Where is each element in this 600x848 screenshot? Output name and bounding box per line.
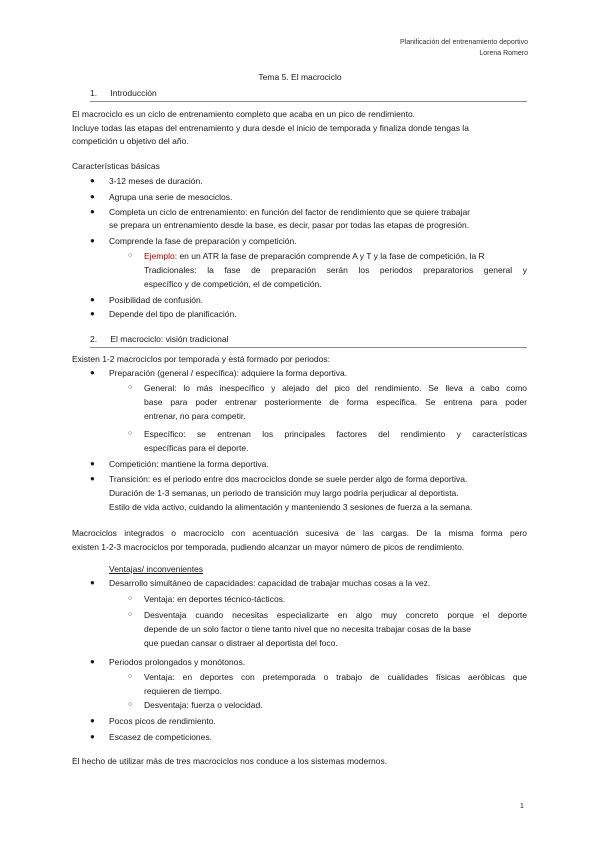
header-course: Planificación del entrenamiento deportivo (399, 39, 528, 46)
sub-item-cont: específico y de competición, el de competición. (144, 279, 322, 289)
circle-glyph: ○ (128, 595, 133, 602)
bullet-glyph: ● (90, 295, 95, 304)
sub-item-cont: base para poder entrenar posteriormente de forma específica. Se entrena para poder (144, 397, 527, 407)
document-title: Tema 5. El macrociclo (258, 72, 342, 82)
list-item-cont: se prepara un entrenamiento desde la base, es decir, pasar por todas las etapas de progresión. (109, 220, 470, 230)
list-item: Preparación (general / específica): adquiere la forma deportiva. (109, 368, 348, 378)
bullet-glyph: ● (90, 716, 95, 725)
section-1-heading (90, 88, 157, 98)
sub-item-cont: depende de un solo factor o tiene tanto nivel que no necesita trabajar cosas de la base (144, 624, 472, 634)
sub-item-cont: específicas para el deporte. (144, 443, 249, 453)
sub-item: Desventaja cuando necesitas especializarte en algo muy concreto porque el deporte (144, 610, 527, 620)
section-2-heading (90, 334, 228, 344)
list-item: Competición: mantiene la forma deportiva. (109, 459, 269, 469)
sub-item: Ventaja: en deportes con pretemporada o trabajo de cualidades físicas aeróbicas que (144, 672, 527, 682)
list-item: Periodos prolongados y monótonos. (109, 657, 246, 667)
example-label: Ejemplo (144, 251, 175, 261)
intro-paragraph-1: El macrociclo es un ciclo de entrenamiento completo que acaba en un pico de rendimiento. (72, 109, 416, 119)
integrated-paragraph-b: existen 1-2-3 macrociclos por temporada, pudiendo alcanzar un mayor número de picos de rendimiento. (72, 542, 465, 552)
list-item: Agrupa una serie de mesociclos. (109, 192, 233, 202)
bullet-glyph: ● (90, 309, 95, 318)
example-text: : en un ATR la fase de preparación comprende A y T y la fase de competición, la R (174, 251, 485, 261)
closing-paragraph: El hecho de utilizar más de tres macrociclos nos conduce a los sistemas modernos. (72, 756, 388, 766)
running-header (400, 37, 528, 59)
circle-glyph: ○ (128, 673, 133, 680)
sub-item-cont: requieren de tiempo. (144, 686, 222, 696)
list-item: Completa un ciclo de entrenamiento: en función del factor de rendimiento que se quiere trabajar (109, 207, 470, 217)
list-item: Depende del tipo de planificación. (109, 309, 237, 319)
sub-item-cont: entrenar, no para competir. (144, 411, 246, 421)
list-item: Transición: es el periodo entre dos macrociclos donde se suele perder algo de forma deportiva. (109, 474, 468, 484)
circle-glyph: ○ (128, 252, 133, 259)
page-number: 1 (520, 803, 524, 810)
bullet-glyph: ● (90, 368, 95, 377)
list-item: 3-12 meses de duración. (109, 176, 203, 186)
sub-item: Desventaja: fuerza o velocidad. (144, 700, 263, 710)
list-item: Pocos picos de rendimiento. (109, 716, 216, 726)
list-item-cont: Duración de 1-3 semanas, un periodo de transición muy largo podría perjudicar al deportista. (109, 488, 459, 498)
circle-glyph: ○ (128, 430, 133, 437)
circle-glyph: ○ (128, 701, 133, 708)
section-2-title: El macrociclo: visión tradicional (110, 334, 229, 344)
bullet-glyph: ● (90, 176, 95, 185)
sub-item-ejemplo (144, 250, 485, 262)
intro-paragraph-2b: competición u objetivo del año. (72, 136, 189, 146)
sub-item-cont: Tradicionales: la fase de preparación serán los periodos preparatorios general y (144, 265, 527, 275)
section-1-number: 1. (90, 88, 98, 98)
circle-glyph: ○ (128, 611, 133, 618)
section-1-rule (90, 101, 527, 102)
integrated-paragraph-a: Macrociclos integrados o macrociclo con acentuación sucesiva de las cargas. De la misma forma pero (72, 528, 527, 538)
bullet-glyph: ● (90, 207, 95, 216)
bullet-glyph: ● (90, 236, 95, 245)
bullet-glyph: ● (90, 192, 95, 201)
sub-item: Específico: se entrenan los principales factores del rendimiento y características (144, 429, 527, 439)
header-author: Lorena Romero (479, 50, 528, 57)
intro-paragraph-2a: Incluye todas las etapas del entrenamiento y dura desde el inicio de temporada y finaliza donde tengas la (72, 123, 469, 133)
section-1-title: Introducción (110, 88, 157, 98)
bullet-glyph: ● (90, 657, 95, 666)
sub-item-cont: que puedan cansar o distraer al deportista del foco. (144, 638, 338, 648)
sub-item: General: lo más inespecífico y alejado del pico del rendimiento. Se lleva a cabo como (144, 383, 527, 393)
bullet-glyph: ● (90, 732, 95, 741)
bullet-glyph: ● (90, 578, 95, 587)
sub-item: Ventaja: en deportes técnico-tácticos. (144, 594, 286, 604)
list-item: Comprende la fase de preparación y competición. (109, 236, 297, 246)
list-item: Desarrollo simultáneo de capacidades: capacidad de trabajar muchas cosas a la vez. (109, 578, 431, 588)
list-item: Escasez de competiciones. (109, 732, 212, 742)
bullet-glyph: ● (90, 474, 95, 483)
circle-glyph: ○ (128, 384, 133, 391)
section-2-rule (90, 347, 527, 348)
pros-cons-heading: Ventajas/ inconvenientes (109, 564, 204, 574)
section-2-intro: Existen 1-2 macrociclos por temporada y está formado por periodos: (72, 354, 330, 364)
chars-heading: Características básicas (72, 161, 160, 171)
bullet-glyph: ● (90, 459, 95, 468)
list-item-cont: Estilo de vida activo, cuidando la alimentación y manteniendo 3 sesiones de fuerza a la semana. (109, 502, 473, 512)
list-item: Posibilidad de confusión. (109, 295, 204, 305)
section-2-number: 2. (90, 334, 98, 344)
